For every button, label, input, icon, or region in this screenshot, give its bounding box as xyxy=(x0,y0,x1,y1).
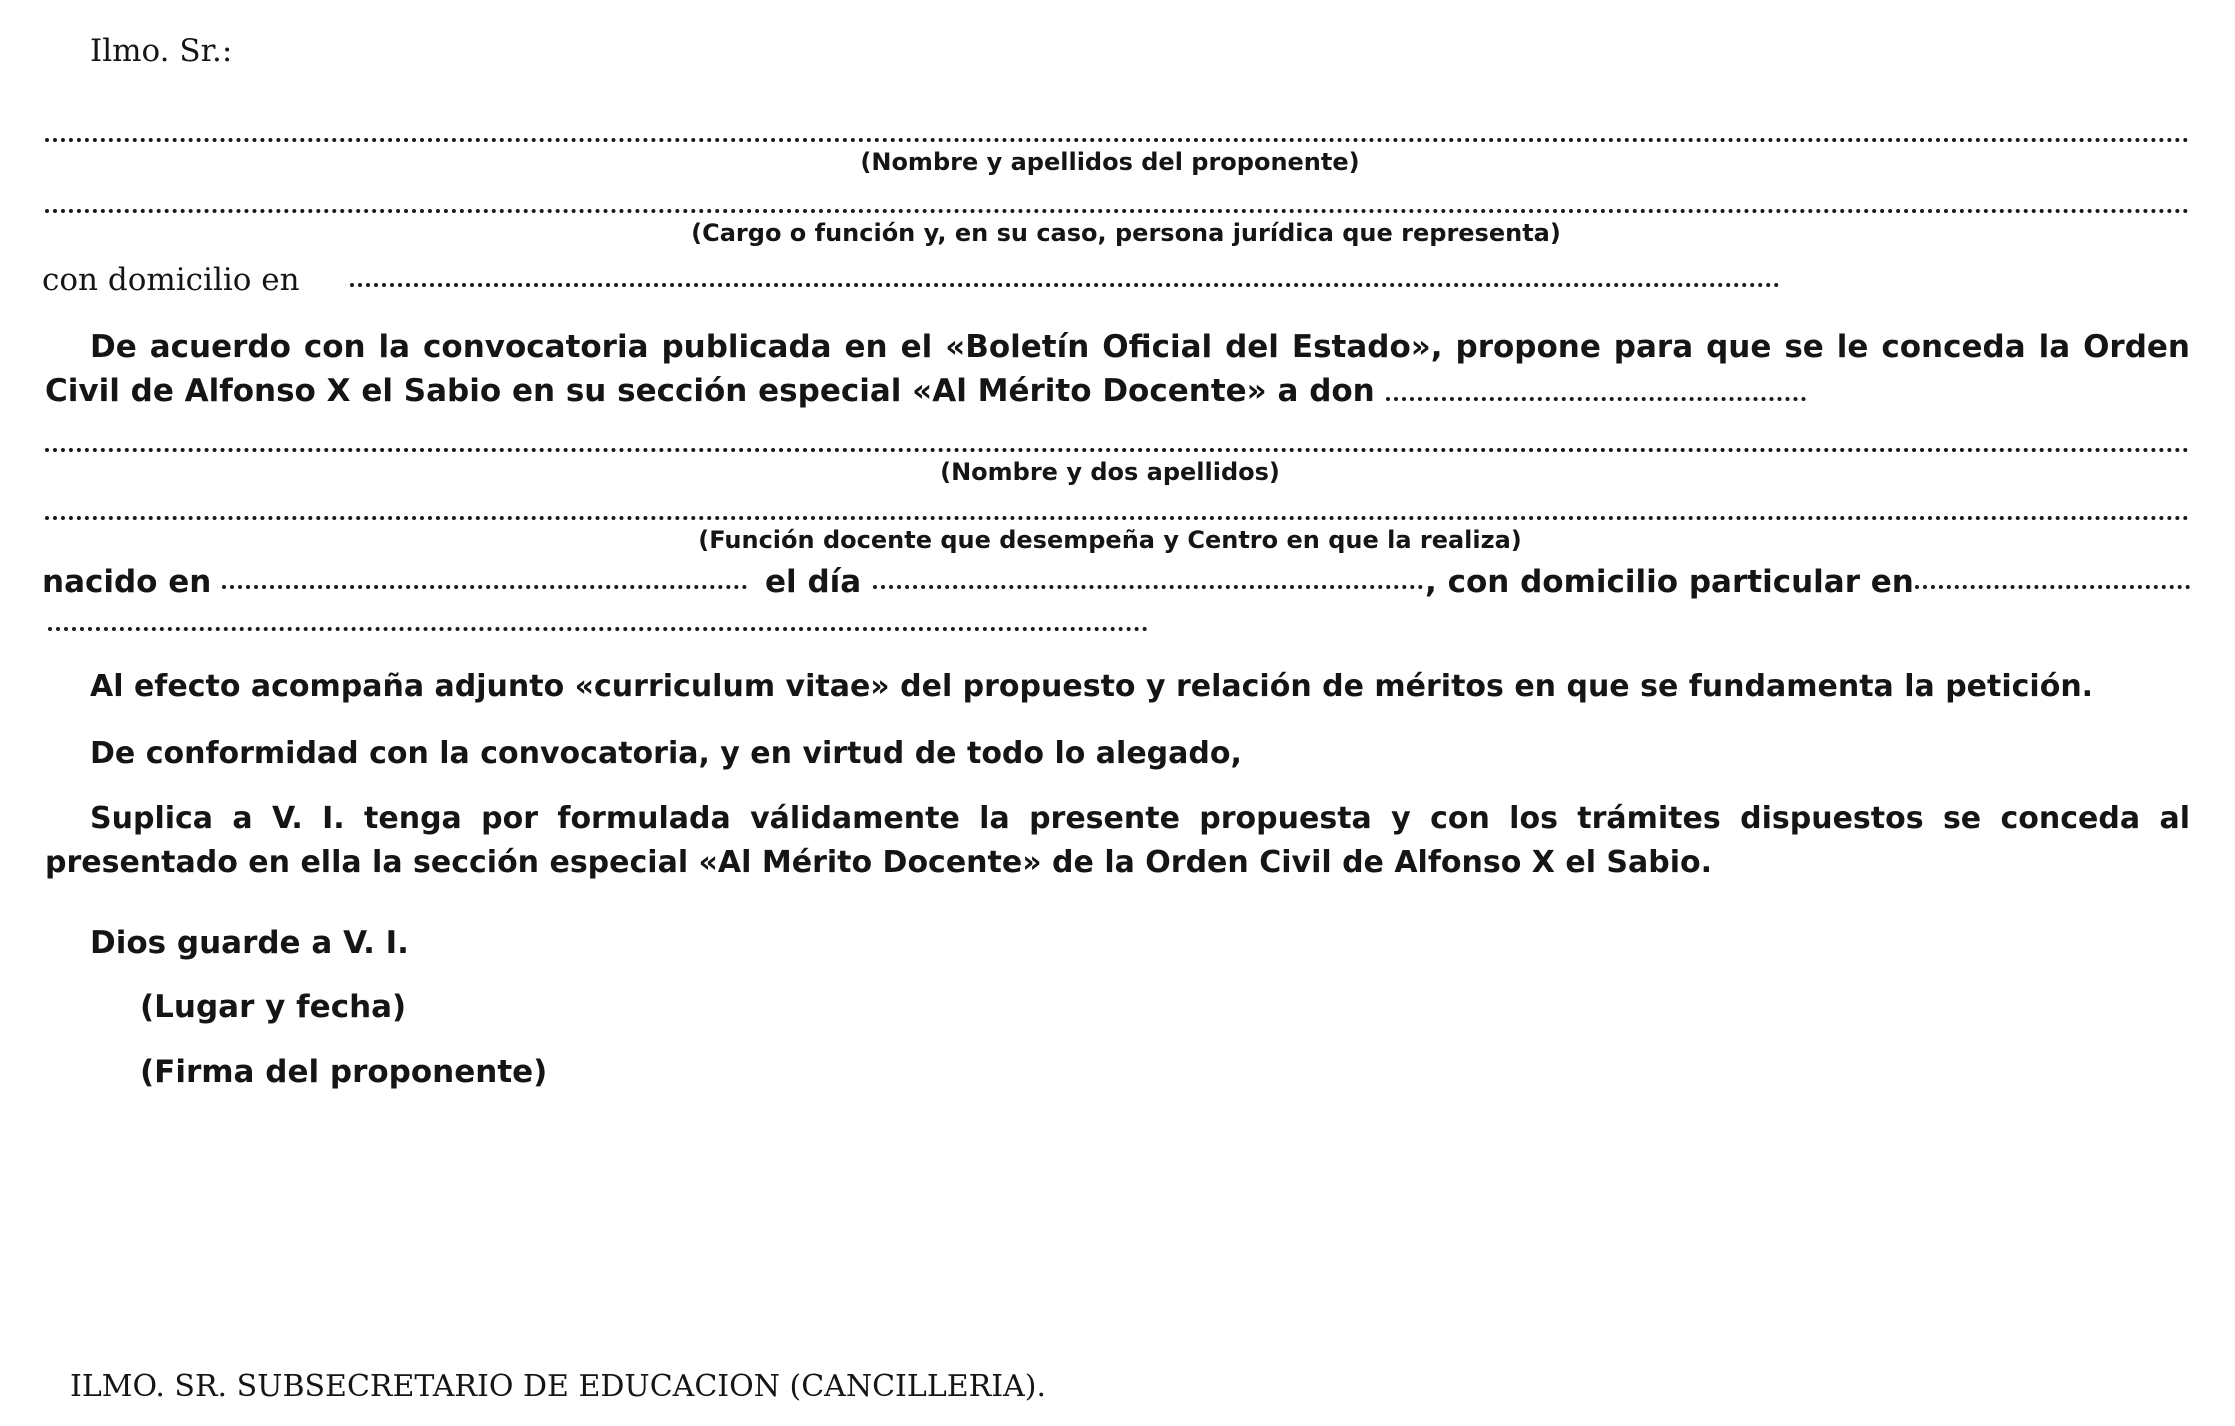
proposer-role-field[interactable] xyxy=(45,209,2190,213)
nominee-don-field[interactable] xyxy=(1386,397,1806,401)
day-label: el día xyxy=(765,564,862,600)
private-domicile-field[interactable] xyxy=(1915,585,2190,589)
attached-paragraph: Al efecto acompaña adjunto «curriculum vitae» del propuesto y relación de méritos en que se fundamenta la petición. xyxy=(90,669,2094,704)
farewell: Dios guarde a V. I. xyxy=(90,925,409,961)
nominee-name-field[interactable] xyxy=(45,448,2190,452)
conformity-paragraph: De conformidad con la convocatoria, y en virtud de todo lo alegado, xyxy=(90,736,1242,771)
birthplace-field[interactable] xyxy=(222,585,747,589)
born-in-label: nacido en xyxy=(42,564,212,600)
nominee-name-caption: (Nombre y dos apellidos) xyxy=(940,458,1280,486)
addressee: ILMO. SR. SUBSECRETARIO DE EDUCACION (CANCILLERIA). xyxy=(70,1369,1046,1404)
signature-caption: (Firma del proponente) xyxy=(140,1054,548,1090)
proposer-role-caption: (Cargo o función y, en su caso, persona jurídica que representa) xyxy=(691,219,1561,247)
private-domicile-label: , con domicilio particular en xyxy=(1425,564,1914,600)
proposal-paragraph xyxy=(45,325,2190,413)
proposer-name-field[interactable] xyxy=(45,138,2190,142)
request-paragraph: Suplica a V. I. tenga por formulada válidamente la presente propuesta y con los trámites dispuestos se conceda al presentado en ella la sección especial «Al Mérito Docente» de la Orden Civil de Alfonso X el Sabio. xyxy=(45,801,2190,880)
private-domicile-field-continued[interactable] xyxy=(48,627,1148,631)
place-date-caption: (Lugar y fecha) xyxy=(140,989,407,1025)
nominee-role-field[interactable] xyxy=(45,516,2190,520)
domicile-label: con domicilio en xyxy=(42,262,300,298)
domicile-field[interactable] xyxy=(350,283,1780,287)
nominee-role-caption: (Función docente que desempeña y Centro en que la realiza) xyxy=(698,526,1522,554)
salutation: Ilmo. Sr.: xyxy=(90,33,233,69)
proposer-name-caption: (Nombre y apellidos del proponente) xyxy=(860,148,1360,176)
birth-day-field[interactable] xyxy=(873,585,1423,589)
proposal-text: De acuerdo con la convocatoria publicada en el «Boletín Oficial del Estado», propone para que se le conceda la Orden Civil de Alfonso X el Sabio en su sección especial «Al Mérito Docente» a don xyxy=(45,329,2190,409)
